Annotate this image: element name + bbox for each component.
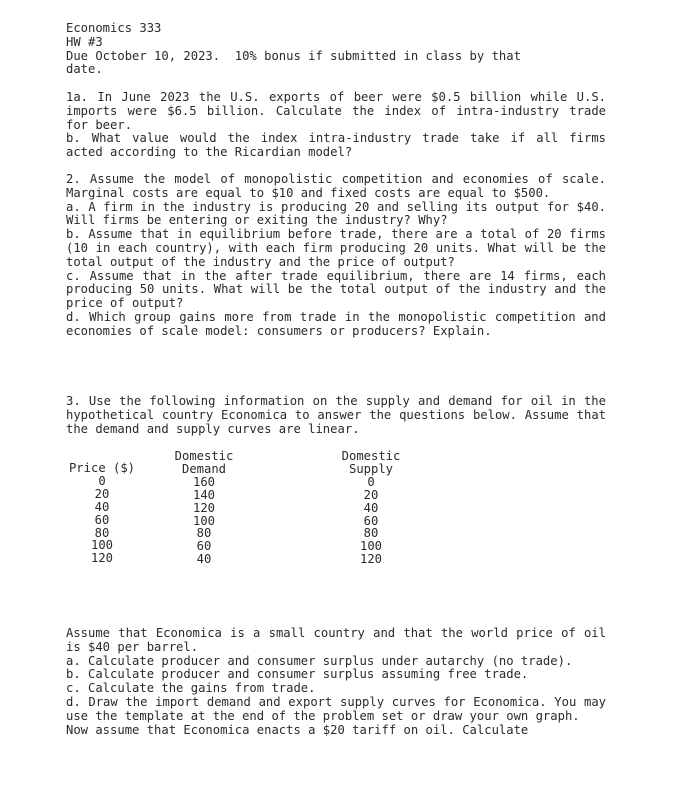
- question-2: [66, 173, 606, 339]
- demand-cell: 60: [196, 539, 212, 554]
- demand-column: [162, 450, 246, 566]
- question-1a: 1a. In June 2023 the U.S. exports of beer were $0.5 billion while U.S. imports were $6.5 billion. Calculate the index of intra-industry trade for beer.: [66, 90, 606, 132]
- price-cell: 0: [98, 473, 106, 488]
- supply-cell: 100: [359, 539, 382, 554]
- price-cell: 80: [94, 525, 110, 540]
- homework-number: HW #3: [66, 34, 103, 49]
- question-3: [66, 395, 606, 436]
- question-3-intro: 3. Use the following information on the supply and demand for oil in the hypothetical country Economica to answer the questions below. Assume that the demand and supply curves are linear.: [66, 394, 606, 436]
- question-3b: b. Calculate producer and consumer surplus assuming free trade.: [66, 667, 529, 682]
- price-cell: 20: [94, 486, 110, 501]
- question-2b: b. Assume that in equilibrium before trade, there are a total of 20 firms (10 in each country), with each firm producing 20 units. What will be the total output of the industry and the price of output?: [66, 227, 606, 269]
- demand-cell: 40: [196, 552, 212, 567]
- question-2a: a. A firm in the industry is producing 20 and selling its output for $40. Will firms be entering or exiting the industry? Why?: [66, 199, 606, 228]
- supply-cell: 40: [363, 500, 379, 515]
- question-3-tariff: Now assume that Economica enacts a $20 tariff on oil. Calculate: [66, 722, 529, 737]
- question-2-intro: 2. Assume the model of monopolistic competition and economies of scale. Marginal costs are equal to $10 and fixed costs are equal to $500.: [66, 172, 606, 200]
- demand-cell: 160: [192, 474, 215, 489]
- demand-cell: 120: [192, 500, 215, 515]
- question-3-parts: [66, 627, 606, 737]
- demand-cell: 140: [192, 487, 215, 502]
- price-cell: 100: [90, 538, 113, 553]
- price-cell: 60: [94, 512, 110, 527]
- price-cell: 40: [94, 499, 110, 514]
- supply-header-line1: Domestic: [341, 449, 401, 463]
- question-3d: d. Draw the import demand and export supply curves for Economica. You may use the template at the end of the problem set or draw your own graph.: [66, 694, 606, 723]
- supply-cell: 0: [367, 474, 375, 489]
- question-2d: d. Which group gains more from trade in the monopolistic competition and economies of scale model: consumers or producers? Explain.: [66, 309, 606, 338]
- supply-cell: 20: [363, 487, 379, 502]
- question-3c: c. Calculate the gains from trade.: [66, 681, 316, 696]
- price-header: Price ($): [68, 461, 136, 475]
- demand-cell: 80: [196, 526, 212, 541]
- demand-cell: 100: [192, 513, 215, 528]
- document-header: [66, 22, 606, 77]
- question-2c: c. Assume that in the after trade equilibrium, there are 14 firms, each producing 50 units. What will be the total output of the industry and the price of output?: [66, 268, 606, 311]
- course-title: Economics 333: [66, 21, 162, 35]
- due-date-continued: date.: [66, 62, 103, 77]
- price-column: [66, 462, 138, 565]
- price-cell: 120: [90, 551, 113, 566]
- demand-header-line2: Demand: [181, 461, 227, 476]
- supply-column: [318, 450, 424, 566]
- question-3a: a. Calculate producer and consumer surplus under autarchy (no trade).: [66, 653, 573, 668]
- supply-header-line2: Supply: [348, 461, 394, 476]
- supply-cell: 60: [363, 513, 379, 528]
- due-date: Due October 10, 2023. 10% bonus if submitted in class by that: [66, 48, 521, 63]
- supply-cell: 120: [359, 552, 382, 567]
- question-3-context: Assume that Economica is a small country and that the world price of oil is $40 per barrel.: [66, 626, 606, 654]
- supply-cell: 80: [363, 526, 379, 541]
- question-1b: b. What value would the index intra-industry trade take if all firms acted according to the Ricardian model?: [66, 131, 606, 160]
- demand-header-line1: Domestic: [174, 449, 234, 463]
- question-1: [66, 91, 606, 160]
